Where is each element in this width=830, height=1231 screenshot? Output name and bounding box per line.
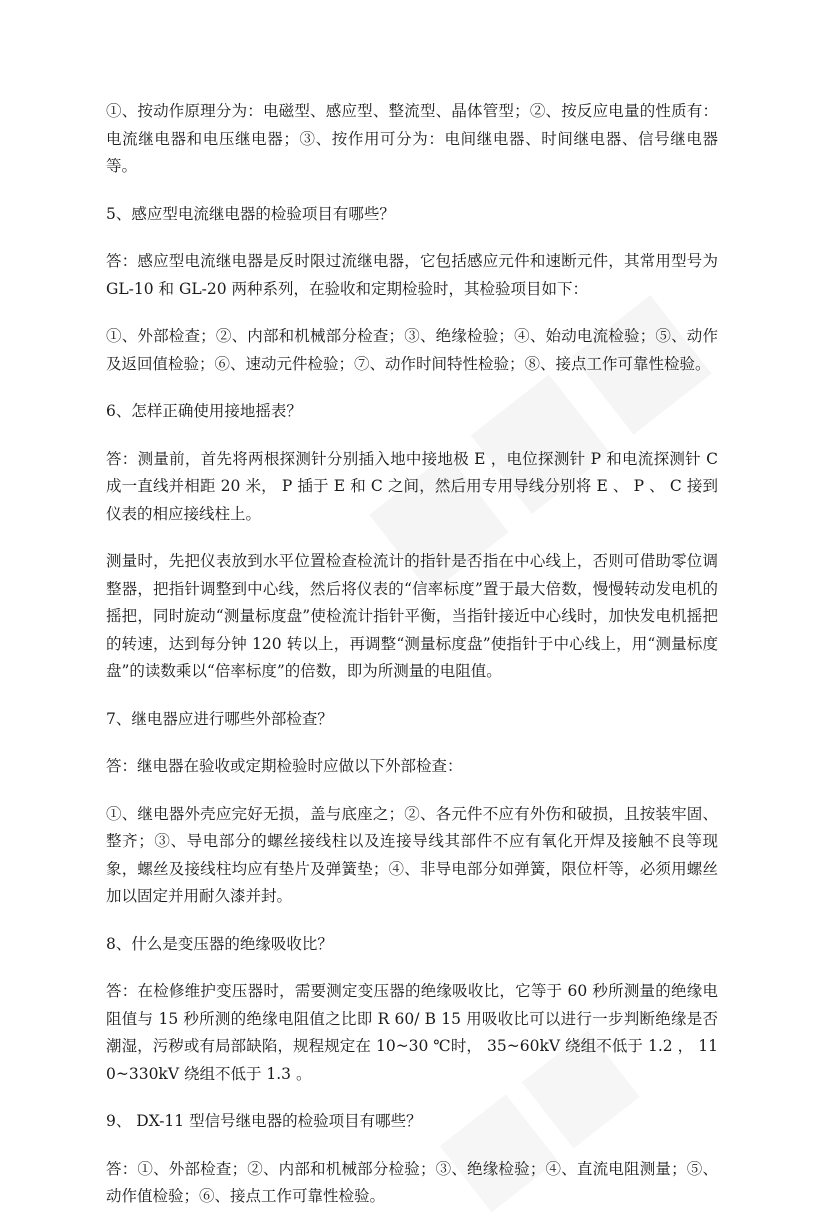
- answer-6-measurement: 测量时，先把仪表放到水平位置检查检流计的指针是否指在中心线上，否则可借助零位调整器，把指针调整到中心线，然后将仪表的“信率标度”置于最大倍数，慢慢转动发电机的摇把，同时旋动“测量标度盘”使检流计指针平衡，当指针接近中心线时，加快发电机摇把的转速，达到每分钟 120 转以上，再调整“测量标度盘”使指针于中心线上，用“测量标度盘”的读数乘以“倍率标度”的倍数，即为所测量的电阻值。: [106, 552, 718, 680]
- paragraph-relay-classification: ①、按动作原理分为：电磁型、感应型、整流型、晶体管型；②、按反应电量的性质有：电流继电器和电压继电器；③、按作用可分为：电间继电器、时间继电器、信号继电器等。: [106, 102, 718, 175]
- question-9: 9、 DX-11 型信号继电器的检验项目有哪些？: [106, 1112, 422, 1130]
- question-8: 8、什么是变压器的绝缘吸收比？: [106, 934, 333, 953]
- answer-7-intro: 答：继电器在验收或定期检验时应做以下外部检查：: [106, 757, 463, 775]
- document-body: [106, 98, 718, 1231]
- question-6: 6、怎样正确使用接地摇表？: [106, 402, 302, 420]
- answer-9: 答：①、外部检查；②、内部和机械部分检验；③、绝缘检验；④、直流电阻测量；⑤、动作值检验；⑥、接点工作可靠性检验。: [106, 1159, 718, 1205]
- answer-8: 答：在检修维护变压器时，需要测定变压器的绝缘吸收比，它等于 60 秒所测量的绝缘电阻值与 15 秒所测的绝缘电阻值之比即 R 60/ B 15 用吸收比可以进行一步判断绝缘是否潮湿，污秽或有局部缺陷，规程规定在 10~30 ℃时， 35~60kV 绕组不低于 1.2 ， 110~330kV 绕组不低于 1.3 。: [106, 982, 718, 1083]
- answer-6-preparation: 答：测量前，首先将两根探测针分别插入地中接地极 E ，电位探测针 P 和电流探测针 C 成一直线并相距 20 米， P 插于 E 和 C 之间，然后用专用导线分别将 E 、 P 、 C 接到仪表的相应接线柱上。: [106, 449, 718, 523]
- answer-7-items: ①、继电器外壳应完好无损，盖与底座之；②、各元件不应有外伤和破损，且按装牢固、整齐；③、导电部分的螺丝接线柱以及连接导线其部件不应有氧化开焊及接触不良等现象，螺丝及接线柱均应有垫片及弹簧垫；④、非导电部分如弹簧，限位杆等，必须用螺丝加以固定并用耐久漆并封。: [106, 804, 718, 905]
- answer-5-intro: 答：感应型电流继电器是反时限过流继电器，它包括感应元件和速断元件，其常用型号为 GL-10 和 GL-20 两种系列，在验收和定期检验时，其检验项目如下：: [106, 252, 718, 298]
- answer-5-items: ①、外部检查；②、内部和机械部分检查；③、绝缘检验；④、始动电流检验；⑤、动作及返回值检验；⑥、速动元件检验；⑦、动作时间特性检验；⑧、接点工作可靠性检验。: [106, 327, 718, 373]
- question-7: 7、继电器应进行哪些外部检查？: [106, 709, 333, 728]
- question-5: 5、感应型电流继电器的检验项目有哪些？: [106, 204, 395, 223]
